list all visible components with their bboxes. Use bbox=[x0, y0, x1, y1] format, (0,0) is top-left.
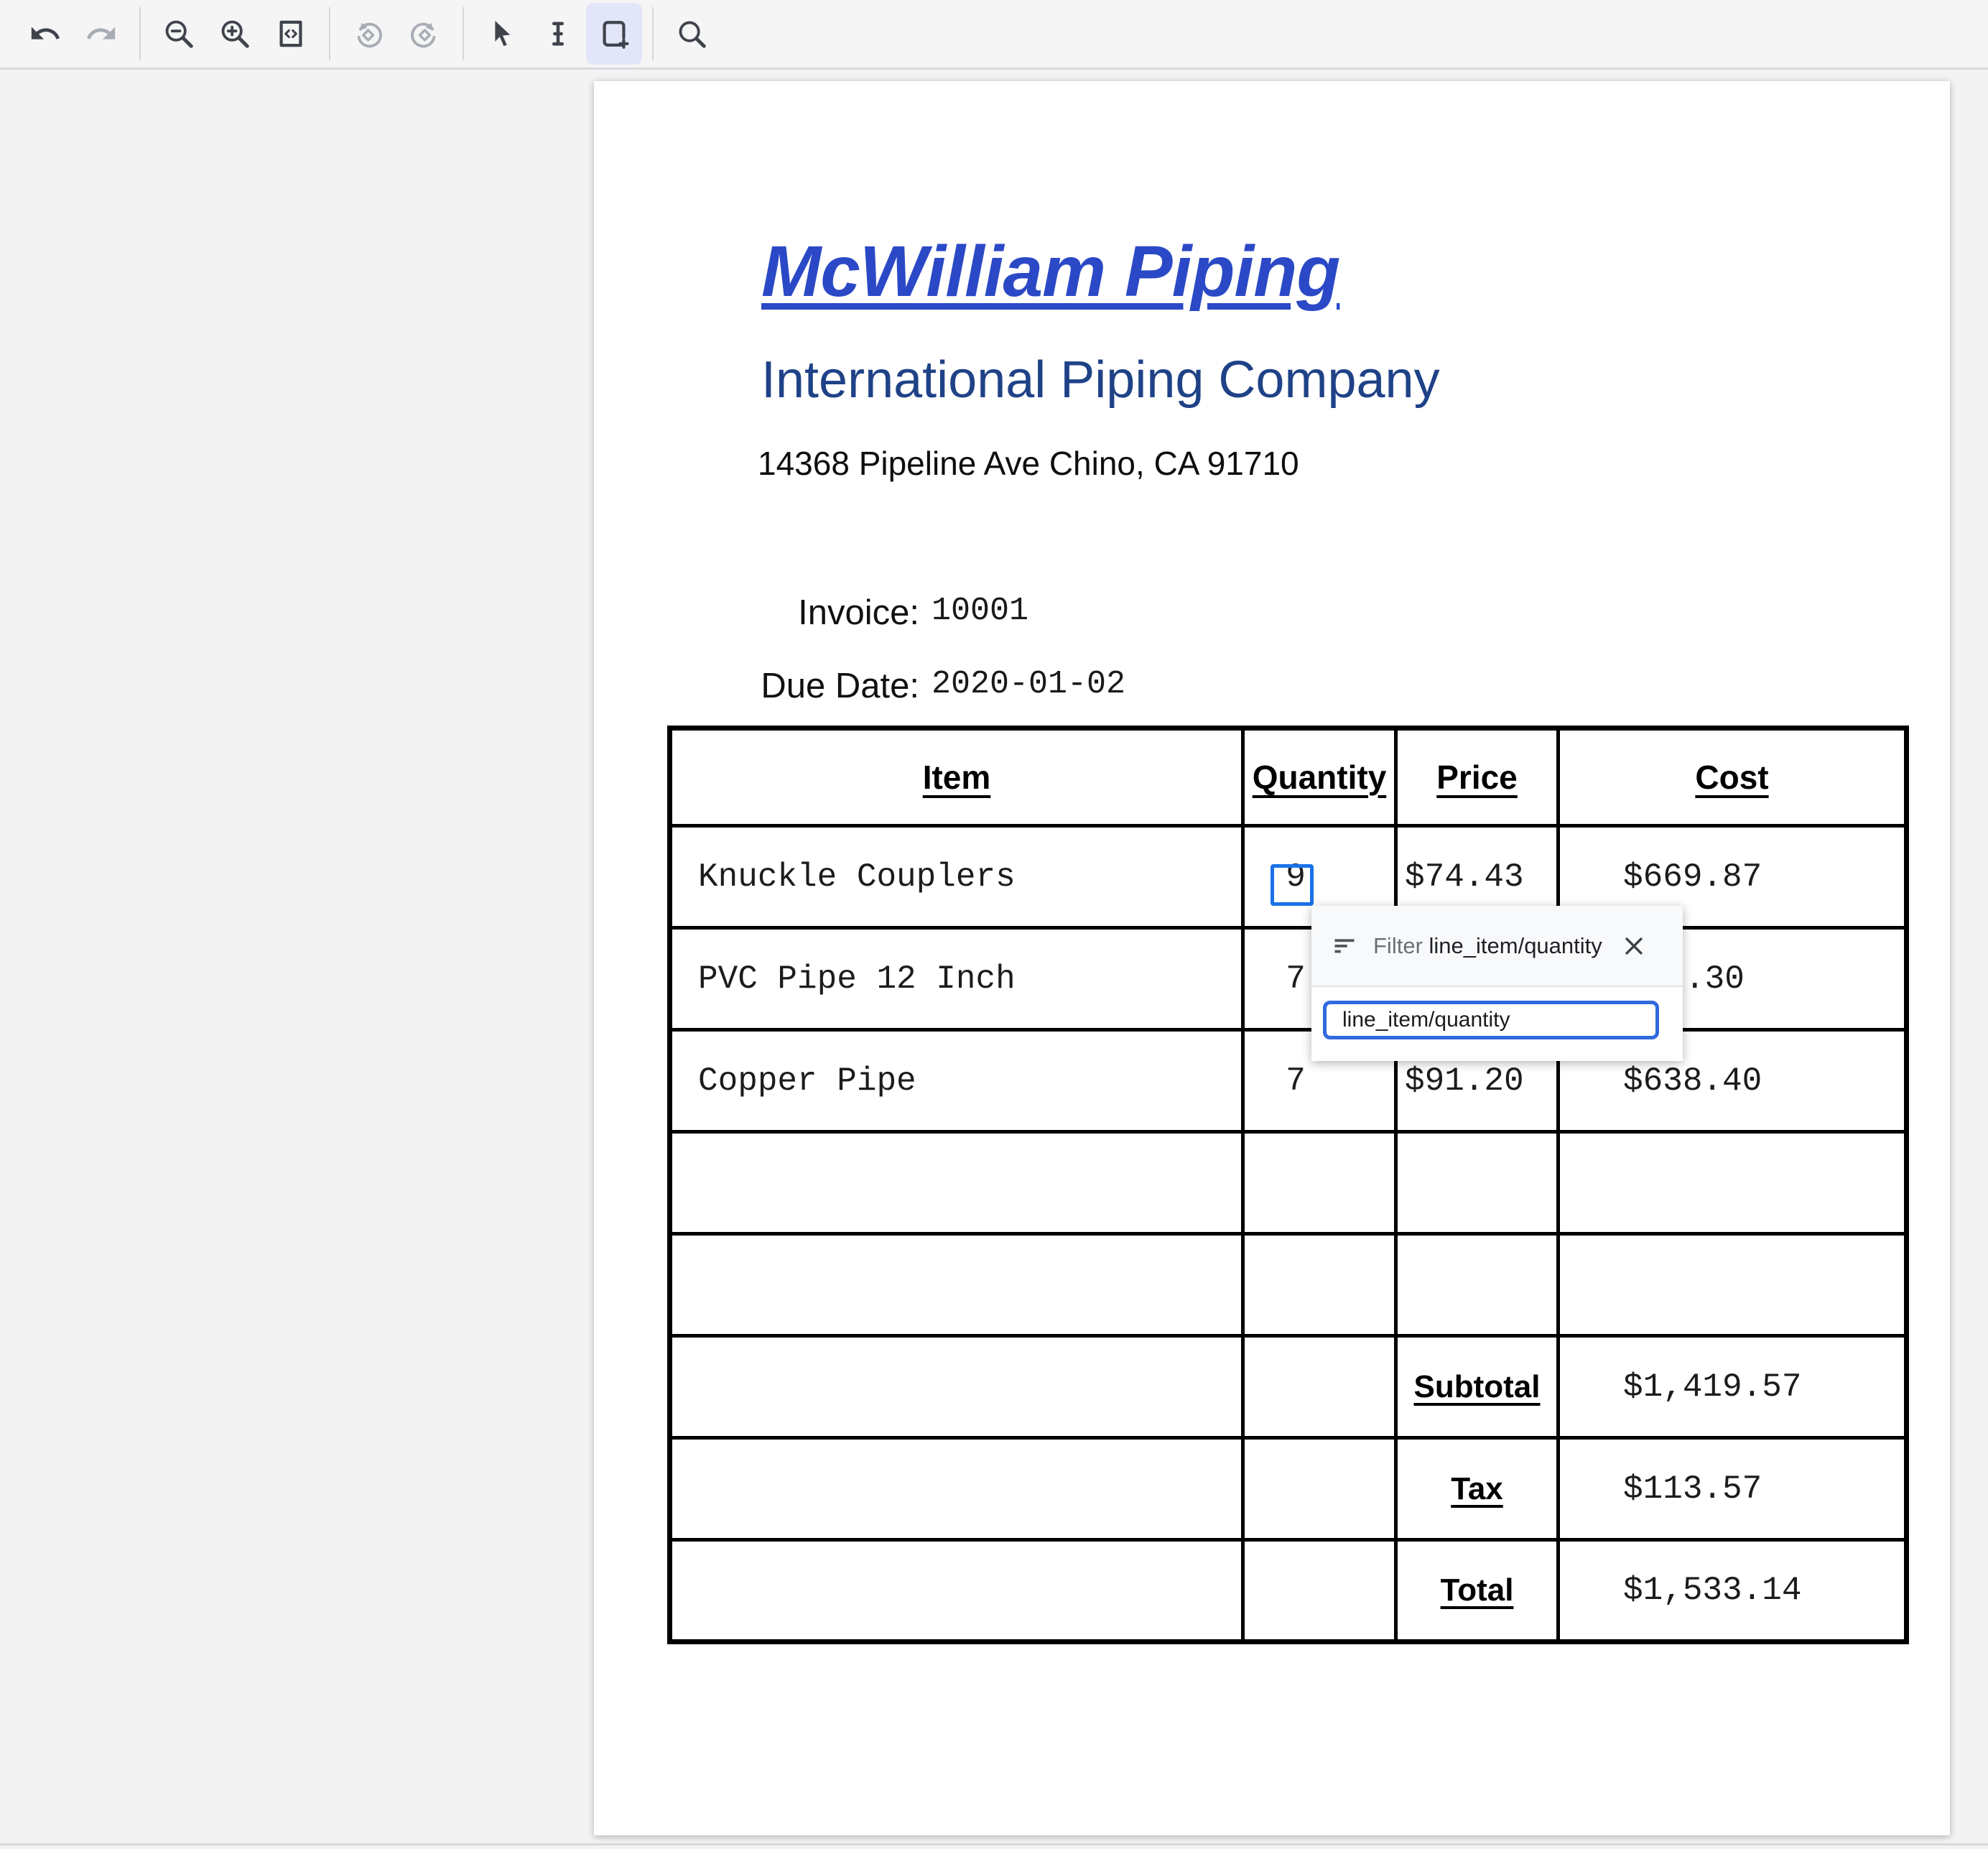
invoice-number: 10001 bbox=[932, 593, 1029, 629]
item-cell[interactable] bbox=[670, 1234, 1243, 1336]
item-cell[interactable]: PVC Pipe 12 Inch bbox=[670, 928, 1243, 1030]
redo-icon bbox=[85, 17, 118, 50]
search-button[interactable] bbox=[664, 3, 720, 65]
company-address: 14368 Pipeline Ave Chino, CA 91710 bbox=[758, 445, 1299, 482]
total-label: Total bbox=[1396, 1540, 1559, 1642]
quantity-cell[interactable]: 7 bbox=[1243, 928, 1396, 1030]
table-row-empty bbox=[670, 1132, 1907, 1234]
price-cell[interactable] bbox=[1396, 1234, 1559, 1336]
cost-cell[interactable]: .30 bbox=[1559, 928, 1907, 1030]
cost-cell[interactable] bbox=[1559, 1132, 1907, 1234]
annotation-bounding-box[interactable] bbox=[1271, 864, 1314, 906]
zoom-out-icon bbox=[162, 17, 195, 50]
search-icon bbox=[675, 17, 708, 50]
fit-page-button[interactable] bbox=[263, 3, 319, 65]
filter-field-name: line_item/quantity bbox=[1429, 932, 1602, 958]
price-cell[interactable]: $74.43 bbox=[1396, 826, 1559, 928]
price-cell[interactable] bbox=[1396, 1132, 1559, 1234]
text-select-icon bbox=[542, 17, 575, 50]
cost-cell[interactable]: $638.40 bbox=[1559, 1030, 1907, 1132]
rotate-left-button[interactable] bbox=[340, 3, 396, 65]
due-date-label: Due Date: bbox=[761, 667, 919, 705]
company-title: McWilliam Piping bbox=[761, 231, 1340, 312]
table-row bbox=[670, 928, 1907, 1030]
total-row bbox=[670, 1540, 1907, 1642]
bounding-box-tool-button[interactable] bbox=[586, 3, 642, 65]
cost-cell[interactable] bbox=[1559, 1234, 1907, 1336]
empty-cell bbox=[1243, 1438, 1396, 1540]
popup-title bbox=[1373, 933, 1602, 959]
item-cell[interactable]: Knuckle Couplers bbox=[670, 826, 1243, 928]
subtotal-label: Subtotal bbox=[1396, 1336, 1559, 1438]
zoom-in-button[interactable] bbox=[207, 3, 263, 65]
undo-button[interactable] bbox=[17, 3, 73, 65]
empty-cell bbox=[1243, 1336, 1396, 1438]
cost-cell[interactable]: $669.87 bbox=[1559, 826, 1907, 928]
rotate-left-icon bbox=[352, 17, 385, 50]
quantity-cell[interactable] bbox=[1243, 1132, 1396, 1234]
company-subtitle: International Piping Company bbox=[761, 351, 1440, 409]
undo-icon bbox=[29, 17, 62, 50]
redo-button[interactable] bbox=[73, 3, 129, 65]
subtotal-value[interactable]: $1,419.57 bbox=[1559, 1336, 1907, 1438]
toolbar-divider bbox=[139, 7, 141, 60]
tax-value[interactable]: $113.57 bbox=[1559, 1438, 1907, 1540]
add-bounding-box-icon bbox=[598, 17, 631, 50]
header-quantity: Quantity bbox=[1243, 728, 1396, 826]
invoice-number-row bbox=[594, 593, 1240, 636]
rotate-right-button[interactable] bbox=[396, 3, 452, 65]
fit-page-icon bbox=[274, 17, 307, 50]
subtotal-row bbox=[670, 1336, 1907, 1438]
popup-header bbox=[1311, 906, 1683, 987]
empty-cell bbox=[1243, 1540, 1396, 1642]
filter-label: Filter bbox=[1373, 932, 1423, 958]
rotate-right-icon bbox=[408, 17, 441, 50]
quantity-cell[interactable] bbox=[1243, 1234, 1396, 1336]
item-cell[interactable]: Copper Pipe bbox=[670, 1030, 1243, 1132]
quantity-cell[interactable]: 9 bbox=[1243, 826, 1396, 928]
filter-sort-icon bbox=[1332, 933, 1357, 959]
empty-cell bbox=[670, 1336, 1243, 1438]
select-cursor-icon bbox=[486, 17, 519, 50]
zoom-out-button[interactable] bbox=[151, 3, 207, 65]
close-button[interactable] bbox=[1620, 932, 1648, 960]
document-page bbox=[594, 81, 1950, 1835]
due-date-row bbox=[594, 666, 1240, 709]
item-cell[interactable] bbox=[670, 1132, 1243, 1234]
header-item: Item bbox=[670, 728, 1243, 826]
empty-cell bbox=[670, 1540, 1243, 1642]
toolbar-divider bbox=[652, 7, 654, 60]
tax-row bbox=[670, 1438, 1907, 1540]
due-date-value: 2020-01-02 bbox=[932, 666, 1126, 703]
table-row bbox=[670, 1030, 1907, 1132]
total-value[interactable]: $1,533.14 bbox=[1559, 1540, 1907, 1642]
header-price: Price bbox=[1396, 728, 1559, 826]
field-filter-popup bbox=[1311, 906, 1683, 1061]
toolbar-divider bbox=[463, 7, 464, 60]
empty-cell bbox=[670, 1438, 1243, 1540]
close-icon bbox=[1622, 934, 1646, 958]
table-row-empty bbox=[670, 1234, 1907, 1336]
quantity-cell[interactable]: 7 bbox=[1243, 1030, 1396, 1132]
invoice-table bbox=[667, 726, 1909, 1644]
header-cost: Cost bbox=[1559, 728, 1907, 826]
select-tool-button[interactable] bbox=[474, 3, 530, 65]
invoice-label: Invoice: bbox=[798, 593, 919, 632]
toolbar bbox=[0, 0, 1988, 70]
bottom-divider bbox=[0, 1843, 1988, 1845]
popup-body bbox=[1311, 987, 1683, 1061]
zoom-in-icon bbox=[218, 17, 251, 50]
tax-label: Tax bbox=[1396, 1438, 1559, 1540]
toolbar-divider bbox=[329, 7, 330, 60]
price-cell[interactable]: $91.20 bbox=[1396, 1030, 1559, 1132]
table-header-row bbox=[670, 728, 1907, 826]
text-select-tool-button[interactable] bbox=[530, 3, 586, 65]
field-filter-input[interactable] bbox=[1323, 1001, 1659, 1039]
